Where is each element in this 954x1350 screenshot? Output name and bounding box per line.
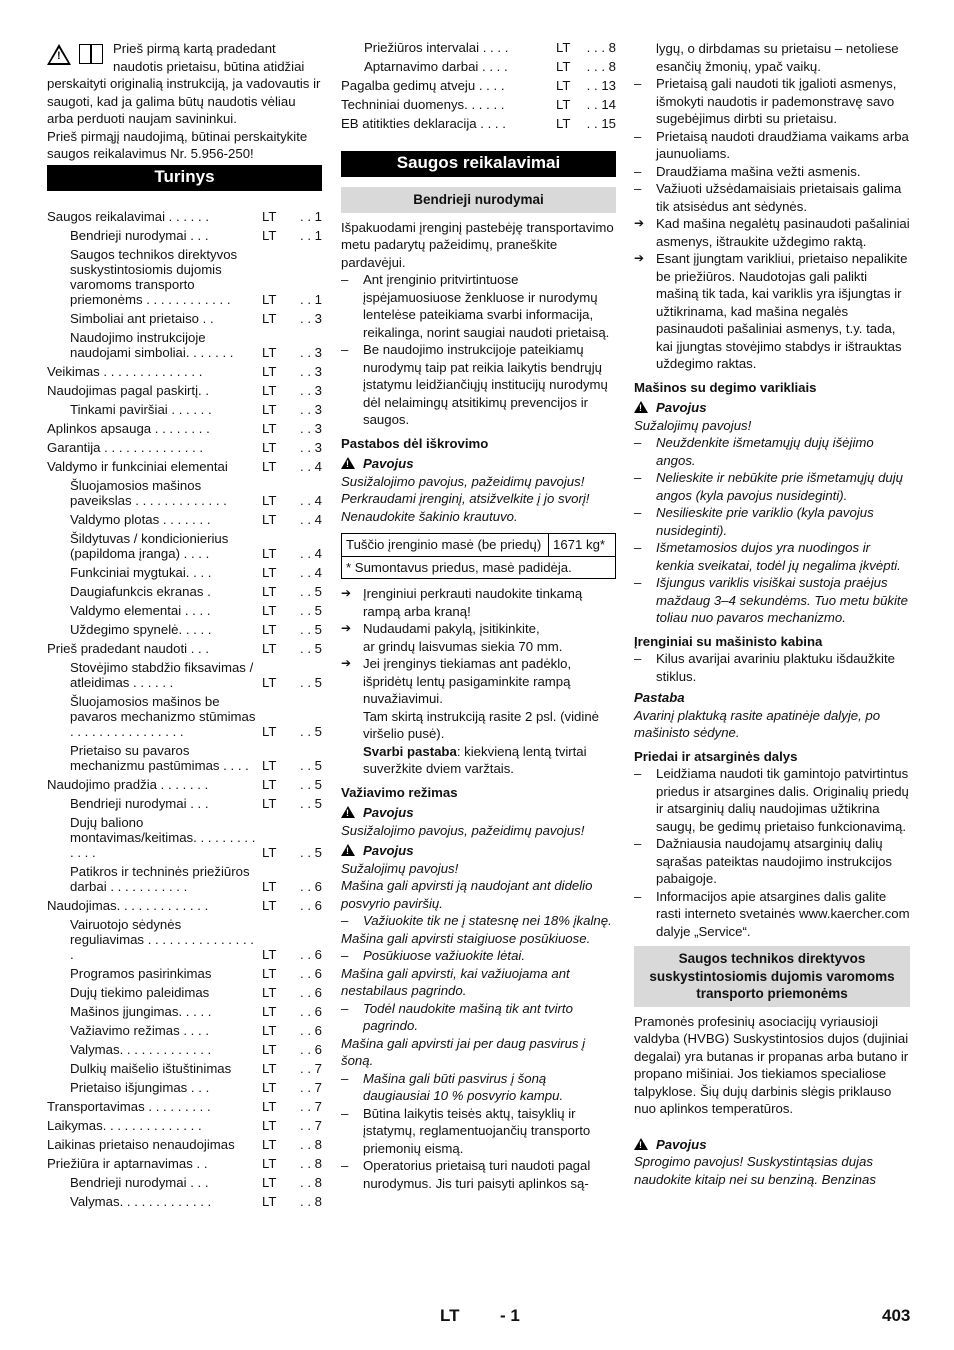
danger-text: Mašina gali apvirsti, kai važiuojama ant nestabilaus pagrindo.	[341, 965, 570, 998]
toc-entry[interactable]	[47, 1171, 322, 1190]
danger-text: Sužalojimų pavojus!	[634, 417, 752, 433]
toc-entry-page: . . 6	[300, 965, 322, 981]
footer-page-index: - 1	[500, 1306, 520, 1325]
toc-entry[interactable]	[47, 1076, 322, 1095]
toc-entry-page: . . 5	[300, 723, 322, 739]
list-item: – Išmetamosios dujos yra nuodingos ir kenkia sveikatai, todėl jų negalima įkvėpti.	[634, 539, 910, 574]
toc-entry[interactable]	[47, 398, 322, 417]
toc-entry[interactable]	[47, 962, 322, 981]
heading-driving: Važiavimo režimas	[341, 784, 458, 800]
toc-entry-title: Bendrieji nurodymai . . .	[70, 1174, 209, 1190]
toc-entry-lang: LT	[262, 602, 277, 618]
toc-entry-lang: LT	[262, 310, 277, 326]
toc-entry-lang: LT	[262, 1079, 277, 1095]
toc-entry-page: . . 6	[300, 984, 322, 1000]
toc-entry[interactable]	[47, 224, 322, 243]
toc-entry-lang: LT	[262, 458, 277, 474]
toc-entry-lang: LT	[262, 640, 277, 656]
toc-entry[interactable]	[47, 1038, 322, 1057]
toc-entry-title: Dujų tiekimo paleidimas	[70, 984, 210, 1000]
toc-entry-title: Valdymo plotas . . . . . . .	[70, 511, 211, 527]
toc-entry-lang: LT	[556, 78, 571, 93]
unpack-text: Išpakuodami įrenginį pastebėję transportavimo metu padarytų pažeidimų, praneškite pardavėjui.	[341, 219, 614, 270]
toc-entry[interactable]	[47, 860, 322, 894]
toc-entry-title: Vairuotojo sėdynės reguliavimas . . . . . . . . . . . . . . . .	[70, 916, 254, 962]
list-item: – Būtina laikytis teisės aktų, taisyklių ir įstatymų, reglamentuojančių transporto priemonių eismą.	[341, 1105, 616, 1158]
warning-icon	[634, 401, 648, 413]
toc-entry-title: Saugos technikos direktyvos suskystintosiomis dujomis varomoms transporto priemonėms . . . . . . . . . . . .	[70, 246, 238, 307]
toc-entry-page: . . 6	[300, 1041, 322, 1057]
toc-entry-page: . . 4	[300, 458, 322, 474]
toc-entry-lang: LT	[262, 1098, 277, 1114]
toc-entry-title: Pagalba gedimų atveju . . . .	[341, 78, 505, 93]
toc-entry-title: Valdymo ir funkciniai elementai	[47, 458, 228, 474]
toc-entry-page: . . 3	[300, 310, 322, 326]
list-item: – Be naudojimo instrukcijoje pateikiamų nurodymų taip pat reikia laikytis bendrųjų įstatymu leidžiančiųjų institucijų nurodymų dėl nelaimingų atsitikimų prevencijos ir saugos.	[341, 341, 616, 429]
toc-entry[interactable]	[47, 307, 322, 326]
toc-entry-page: . . 7	[300, 1079, 322, 1095]
toc-entry-lang: LT	[262, 897, 277, 913]
weight-table	[341, 533, 616, 579]
toc-entry-lang: LT	[262, 1041, 277, 1057]
danger-text: Mašina gali apvirsti staigiuose posūkiuose.	[341, 930, 591, 946]
heading-parts: Priedai ir atsarginės dalys	[634, 748, 798, 764]
list-item: – Leidžiama naudoti tik gamintojo patvirtintus priedus ir atsargines dalis. Originalių priedų ir atsarginių dalių naudojimas užtikrina saugų, be gedimų prietaiso funkcionavimą.	[634, 765, 910, 835]
danger-label: !Pavojus	[341, 804, 616, 822]
danger-label: !Pavojus	[341, 842, 616, 860]
toc-entry[interactable]	[47, 580, 322, 599]
manual-book-icon	[79, 44, 103, 64]
toc-entry-title: Prietaiso išjungimas . . .	[70, 1079, 210, 1095]
arrow-item-cont: ar grindų laisvumas siekia 70 mm.	[363, 638, 563, 654]
toc-entry-title: Techniniai duomenys. . . . . .	[341, 97, 505, 112]
list-item: – Važiuokite tik ne į statesnę nei 18% įkalnę.	[341, 912, 616, 930]
toc-entry[interactable]	[47, 455, 322, 474]
toc-entry-page: . . 6	[300, 946, 322, 962]
warning-icon	[341, 844, 355, 856]
toc-entry-title: Uždegimo spynelė. . . . .	[70, 621, 212, 637]
toc-entry-page: . . 8	[300, 1174, 322, 1190]
toc-entry-lang: LT	[262, 1117, 277, 1133]
toc-entry-lang: LT	[262, 420, 277, 436]
toc-entry-lang: LT	[262, 1060, 277, 1076]
list-item: – Prietaisą gali naudoti tik įgalioti asmenys, išmokyti naudotis ir pademonstravę savo sugebėjimus dirbti su prietaisu.	[634, 75, 910, 128]
toc-entry-page: . . 3	[300, 420, 322, 436]
toc-entry-page: . . 4	[300, 564, 322, 580]
toc-entry-lang: LT	[262, 401, 277, 417]
toc-entry-title: Priežiūros intervalai . . . .	[364, 40, 509, 55]
toc-entry-title: Bendrieji nurodymai . . .	[70, 795, 209, 811]
list-item: – Operatorius prietaisą turi naudoti pagal nurodymus. Jis turi paisyti aplinkos są-	[341, 1157, 616, 1192]
toc-entry-page: . . 4	[300, 511, 322, 527]
toc-entry-lang: LT	[262, 757, 277, 773]
toc-entry-title: Prietaiso su pavaros mechanizmu pastūmimas . . . .	[70, 742, 249, 773]
toc-entry-title: Simboliai ant prietaiso . .	[70, 310, 214, 326]
weight-value: 1671 kg*	[549, 534, 616, 557]
list-item: – Todėl naudokite mašiną tik ant tvirto pagrindo.	[341, 1000, 616, 1035]
toc-entry-page: . . 7	[300, 1117, 322, 1133]
list-item: – Nelieskite ir nebūkite prie išmetamųjų dujų angos (kyla pavojus nusideginti).	[634, 469, 910, 504]
toc-entry-lang: LT	[262, 946, 277, 962]
list-item: – Išjungus variklis visiškai sustoja praėjus maždaug 3–4 sekundėms. Tuo metu būkite toliau nuo pavaros mechanizmo.	[634, 574, 910, 627]
toc-entry-title: Važiavimo režimas . . . .	[70, 1022, 209, 1038]
toc-entry-page: . . 5	[300, 602, 322, 618]
toc-entry-lang: LT	[262, 344, 277, 360]
list-item: – Neuždenkite išmetamųjų dujų išėjimo angos.	[634, 434, 910, 469]
toc-entry[interactable]	[47, 690, 322, 739]
toc-entry[interactable]	[47, 243, 322, 307]
toc-entry-title: Laikinas prietaiso nenaudojimas	[47, 1136, 235, 1152]
toc-entry-title: Šluojamosios mašinos be pavaros mechanizmo stūmimas . . . . . . . . . . . . . . . .	[70, 693, 256, 739]
toc-entry-lang: LT	[262, 545, 277, 561]
toc-entry-page: . . 5	[300, 621, 322, 637]
danger-text: Sprogimo pavojus! Suskystintąsias dujas naudokite kitaip nei su benziną. Benzinas	[634, 1154, 876, 1187]
toc-entry-page: . . 5	[300, 674, 322, 690]
toc-entry-lang: LT	[262, 844, 277, 860]
toc-entry-page: . . 5	[300, 795, 322, 811]
toc-entry-page: . . . 8	[586, 59, 616, 74]
toc-entry-title: Laikymas. . . . . . . . . . . . . .	[47, 1117, 202, 1133]
toc-entry-lang: LT	[262, 583, 277, 599]
list-item: – Posūkiuose važiuokite lėtai.	[341, 947, 616, 965]
toc-entry-lang: LT	[556, 97, 571, 112]
toc-entry-title: Transportavimas . . . . . . . . .	[47, 1098, 211, 1114]
toc-entry[interactable]	[47, 981, 322, 1000]
toc-entry-page: . . 4	[300, 492, 322, 508]
list-item: – Mašina gali būti pasvirus į šoną daugiausiai 10 % posvyrio kampu.	[341, 1070, 616, 1105]
toc-entry-title: Aplinkos apsauga . . . . . . . .	[47, 420, 210, 436]
toc-entry[interactable]	[47, 773, 322, 792]
toc-entry-title: Naudojimo instrukcijoje naudojami simboliai. . . . . . .	[70, 329, 234, 360]
toc-entry[interactable]	[47, 1019, 322, 1038]
toc-entry-lang: LT	[556, 116, 571, 131]
list-item: – Kilus avarijai avariniu plaktuku išdaužkite stiklus.	[634, 650, 910, 685]
column-2	[341, 40, 616, 1192]
toc-entry-page: . . 6	[300, 1003, 322, 1019]
toc-entry[interactable]	[47, 360, 322, 379]
toc-entry[interactable]	[47, 792, 322, 811]
danger-text: Mašina gali apvirsti jai per daug pasvirus į šoną.	[341, 1035, 586, 1068]
toc-entry-page: . . 3	[300, 344, 322, 360]
arrow-item: ➔ Esant įjungtam varikliui, prietaiso nepalikite be priežiūros. Naudotojas gali palikti mašiną tik tada, kai variklis yra išjungtas ir užtikrinama, kad mašina negalės pasinaudoti pašaliniai asmenys, t.y. tada, kai įjungtas stovėjimo stabdys ir ištrauktas uždegimo raktas.	[634, 250, 910, 373]
toc-entry-page: . . 8	[300, 1136, 322, 1152]
toc-entry[interactable]	[47, 1190, 322, 1209]
danger-label: !Pavojus	[634, 1136, 910, 1154]
toc-entry-lang: LT	[262, 1136, 277, 1152]
toc-entry-page: . . 3	[300, 401, 322, 417]
toc-entry-title: EB atitikties deklaracija . . . .	[341, 116, 506, 131]
toc-entry-title: Šildytuvas / kondicionierius (papildoma įranga) . . . .	[70, 530, 229, 561]
toc-entry[interactable]	[47, 205, 322, 224]
toc-entry-page: . . 6	[300, 1022, 322, 1038]
danger-text: Mašina gali apvirsti ją naudojant ant didelio posvyrio paviršių.	[341, 878, 593, 911]
arrow-item: ➔ Jei įrenginys tiekiamas ant padėklo, išpridėtų lentų pasigaminkite rampą nuvažiavimui.	[341, 655, 616, 708]
toc-entry[interactable]	[47, 474, 322, 508]
toc-entry-lang: LT	[262, 492, 277, 508]
section-title-safety: Saugos reikalavimai	[341, 151, 616, 177]
footer-language: LT	[440, 1306, 460, 1325]
toc-entry-page: . . 5	[300, 583, 322, 599]
lpg-text: Pramonės profesinių asociacijų vyriausioji valdyba (HVBG) Suskystintosios dujos (dujiniai degalai) yra butanas ir propanas arba butano ir propano mišiniai. Jos tiekiamos specialiose talpyklose. Šių dujų darbinis slėgis priklauso nuo aplinkos temperatūros.	[634, 1013, 909, 1116]
toc-entry-page: . . 5	[300, 757, 322, 773]
toc-entry[interactable]	[47, 527, 322, 561]
toc-entry-title: Naudojimas. . . . . . . . . . . . .	[47, 897, 209, 913]
toc-entry-title: Valymas. . . . . . . . . . . . .	[70, 1193, 212, 1209]
toc-entry-title: Valymas. . . . . . . . . . . . .	[70, 1041, 212, 1057]
arrow-item: ➔ Įrenginiui perkrauti naudokite tinkamą rampą arba kraną!	[341, 585, 616, 620]
list-item: – Nesilieskite prie variklio (kyla pavojus nusideginti).	[634, 504, 910, 539]
toc-entry-lang: LT	[262, 564, 277, 580]
toc-entry-title: Bendrieji nurodymai . . .	[70, 227, 209, 243]
toc-entry[interactable]	[47, 739, 322, 773]
toc-entry-lang: LT	[262, 1174, 277, 1190]
toc-entry-lang: LT	[262, 511, 277, 527]
list-item: – Ant įrenginio pritvirtintuose įspėjamuosiuose ženkluose ir nurodymų lentelėse pateikiama svarbi informacija, reikalinga, norint saugiai naudoti prietaisą.	[341, 271, 616, 341]
toc-entry-page: . . 5	[300, 776, 322, 792]
toc-entry[interactable]	[47, 894, 322, 913]
toc-entry-page: . . 8	[300, 1193, 322, 1209]
heading-engine: Mašinos su degimo varikliais	[634, 379, 817, 395]
toc-entry[interactable]	[341, 93, 616, 112]
toc-entry-page: . . 1	[300, 208, 322, 224]
toc-entry-lang: LT	[262, 984, 277, 1000]
danger-label: !Pavojus	[341, 455, 616, 473]
toc-entry-page: . . 5	[300, 640, 322, 656]
note-label: Pastaba	[634, 690, 685, 705]
list-item: – Prietaisą naudoti draudžiama vaikams arba jaunuoliams.	[634, 128, 910, 163]
warning-icon: !	[47, 44, 71, 65]
toc-entry-lang: LT	[262, 439, 277, 455]
toc-entry[interactable]	[47, 1000, 322, 1019]
toc-entry[interactable]	[341, 55, 616, 74]
toc-entry-lang: LT	[262, 1022, 277, 1038]
weight-note: * Sumontavus priedus, masė padidėja.	[342, 556, 616, 579]
toc-entry-page: . . 1	[300, 291, 322, 307]
toc-entry-title: Garantija . . . . . . . . . . . . . .	[47, 439, 204, 455]
toc-entry-page: . . . 8	[586, 40, 616, 55]
table-of-contents	[47, 205, 322, 1209]
danger-text: Sužalojimų pavojus!	[341, 860, 459, 876]
toc-entry[interactable]	[47, 618, 322, 637]
heading-unloading: Pastabos dėl iškrovimo	[341, 435, 489, 451]
toc-entry-page: . . 5	[300, 844, 322, 860]
toc-entry-title: Aptarnavimo darbai . . . .	[364, 59, 508, 74]
toc-entry-lang: LT	[262, 674, 277, 690]
subsection-general: Bendrieji nurodymai	[341, 187, 616, 213]
toc-entry-title: Funkciniai mygtukai. . . .	[70, 564, 212, 580]
toc-entry-lang: LT	[262, 291, 277, 307]
toc-entry-title: Programos pasirinkimas	[70, 965, 212, 981]
list-item-cont: lygų, o dirbdamas su prietaisu – netoliese esančių žmonių, ypač vaikų.	[656, 41, 899, 74]
toc-entry-title: Šluojamosios mašinos paveikslas . . . . . . . . . . . . .	[70, 477, 227, 508]
toc-entry-title: Stovėjimo stabdžio fiksavimas / atleidimas . . . . . .	[70, 659, 254, 690]
toc-entry-page: . . 6	[300, 878, 322, 894]
list-item: – Informacijos apie atsargines dalis galite rasti interneto svetainės www.kaercher.com dalyje „Service“.	[634, 888, 910, 941]
toc-entry-title: Naudojimo pradžia . . . . . . .	[47, 776, 209, 792]
toc-entry-page: . . 15	[586, 116, 616, 131]
toc-entry-lang: LT	[262, 208, 277, 224]
toc-entry-lang: LT	[262, 776, 277, 792]
toc-entry-title: Dulkių maišelio ištuštinimas	[70, 1060, 232, 1076]
toc-entry-title: Saugos reikalavimai . . . . . .	[47, 208, 209, 224]
column-3	[634, 40, 910, 1188]
warning-icon	[341, 457, 355, 469]
danger-label: !Pavojus	[634, 399, 910, 417]
toc-entry[interactable]	[47, 508, 322, 527]
toc-entry-lang: LT	[556, 59, 571, 74]
toc-entry-lang: LT	[262, 1155, 277, 1171]
toc-entry-page: . . 3	[300, 439, 322, 455]
toc-entry-page: . . 4	[300, 545, 322, 561]
toc-entry[interactable]	[47, 417, 322, 436]
toc-entry[interactable]	[47, 436, 322, 455]
toc-entry[interactable]	[47, 811, 322, 860]
toc-entry-page: . . 3	[300, 363, 322, 379]
toc-entry-lang: LT	[262, 382, 277, 398]
intro-text: ! Prieš pirmą kartą pradedant naudotis prietaisu, būtina atidžiai perskaityti originalią instrukciją, ja vadovautis ir saugoti, kad ja galima būtų naudotis vėliau arba perduoti naujam savininkui.	[47, 41, 321, 126]
toc-entry[interactable]	[47, 913, 322, 962]
toc-entry-page: . . 7	[300, 1060, 322, 1076]
list-item: – Draudžiama mašina vežti asmenis.	[634, 163, 910, 181]
toc-entry-lang: LT	[262, 363, 277, 379]
toc-entry-lang: LT	[262, 1193, 277, 1209]
toc-entry[interactable]	[341, 36, 616, 55]
toc-entry-page: . . 7	[300, 1098, 322, 1114]
column-1	[47, 40, 322, 1209]
arrow-item-cont: Svarbi pastaba: kiekvieną lentą tvirtai suveržkite dviem varžtais.	[363, 743, 587, 776]
toc-entry[interactable]	[47, 637, 322, 656]
toc-entry-page: . . 13	[586, 78, 616, 93]
toc-entry-lang: LT	[262, 878, 277, 894]
toc-entry-title: Daugiafunkcis ekranas .	[70, 583, 211, 599]
danger-text: Susižalojimo pavojus, pažeidimų pavojus!	[341, 822, 585, 838]
warning-icon	[634, 1138, 648, 1150]
toc-entry[interactable]	[47, 379, 322, 398]
arrow-item: ➔ Kad mašina negalėtų pasinaudoti pašaliniai asmenys, ištraukite uždegimo raktą.	[634, 215, 910, 250]
toc-entry[interactable]	[47, 599, 322, 618]
toc-entry-title: Patikros ir techninės priežiūros darbai . . . . . . . . . . .	[70, 863, 250, 894]
toc-entry-title: Priežiūra ir aptarnavimas . .	[47, 1155, 208, 1171]
toc-entry-title: Prieš pradedant naudoti . . .	[47, 640, 210, 656]
toc-entry[interactable]	[47, 561, 322, 580]
danger-text: Susižalojimo pavojus, pažeidimų pavojus! Perkraudami įrenginį, atsižvelkite į jo svorį! Nenaudokite šakinio krautuvo.	[341, 473, 590, 524]
toc-entry-page: . . 6	[300, 897, 322, 913]
toc-entry-lang: LT	[262, 965, 277, 981]
note-text: Avarinį plaktuką rasite apatinėje dalyje, po mašinisto sėdyne.	[634, 707, 881, 740]
toc-entry-title: Valdymo elementai . . . .	[70, 602, 211, 618]
warning-icon	[341, 806, 355, 818]
toc-entry-lang: LT	[262, 621, 277, 637]
toc-entry-title: Naudojimas pagal paskirtį. .	[47, 382, 209, 398]
toc-entry-title: Veikimas . . . . . . . . . . . . . .	[47, 363, 203, 379]
weight-label: Tuščio įrenginio masė (be priedų)	[342, 534, 549, 557]
toc-entry-page: . . 8	[300, 1155, 322, 1171]
list-item: – Dažniausia naudojamų atsarginių dalių sąrašas pateiktas naudojimo instrukcijos pabaigoje.	[634, 835, 910, 888]
toc-title: Turinys	[47, 165, 322, 191]
toc-entry[interactable]	[47, 656, 322, 690]
footer-page-number: 403	[882, 1306, 911, 1325]
toc-entry-title: Dujų baliono montavimas/keitimas. . . . . . . . . . . . .	[70, 814, 256, 860]
toc-entry[interactable]	[341, 112, 616, 131]
toc-entry-lang: LT	[556, 40, 571, 55]
toc-entry-page: . . 3	[300, 382, 322, 398]
toc-entry[interactable]	[47, 1095, 322, 1114]
list-item: – Važiuoti užsėdamaisiais prietaisais galima tik atsisėdus ant sėdynės.	[634, 180, 910, 215]
toc-entry-lang: LT	[262, 227, 277, 243]
arrow-item: ➔ Nudaudami pakylą, įsitikinkite,	[341, 620, 616, 638]
toc-entry[interactable]	[47, 1057, 322, 1076]
toc-entry-page: . . 14	[586, 97, 616, 112]
toc-entry-title: Tinkami paviršiai . . . . . .	[70, 401, 212, 417]
toc-entry[interactable]	[47, 326, 322, 360]
toc-entry-page: . . 1	[300, 227, 322, 243]
toc-entry-lang: LT	[262, 1003, 277, 1019]
table-of-contents-cont	[341, 36, 616, 131]
toc-entry[interactable]	[47, 1152, 322, 1171]
toc-entry-lang: LT	[262, 723, 277, 739]
toc-entry[interactable]	[47, 1133, 322, 1152]
intro-text-2: Prieš pirmąjį naudojimą, būtinai perskaitykite saugos reikalavimus Nr. 5.956-250!	[47, 128, 308, 161]
toc-entry-lang: LT	[262, 795, 277, 811]
toc-entry[interactable]	[47, 1114, 322, 1133]
toc-entry-title: Mašinos įjungimas. . . . .	[70, 1003, 212, 1019]
heading-cab: Įrenginiai su mašinisto kabina	[634, 633, 823, 649]
arrow-item-cont: Tam skirtą instrukciją rasite 2 psl. (vidinė viršelio pusė).	[363, 708, 599, 741]
subsection-lpg: Saugos technikos direktyvos suskystintosiomis dujomis varomoms transporto priemonėms	[634, 946, 910, 1007]
toc-entry[interactable]	[341, 74, 616, 93]
